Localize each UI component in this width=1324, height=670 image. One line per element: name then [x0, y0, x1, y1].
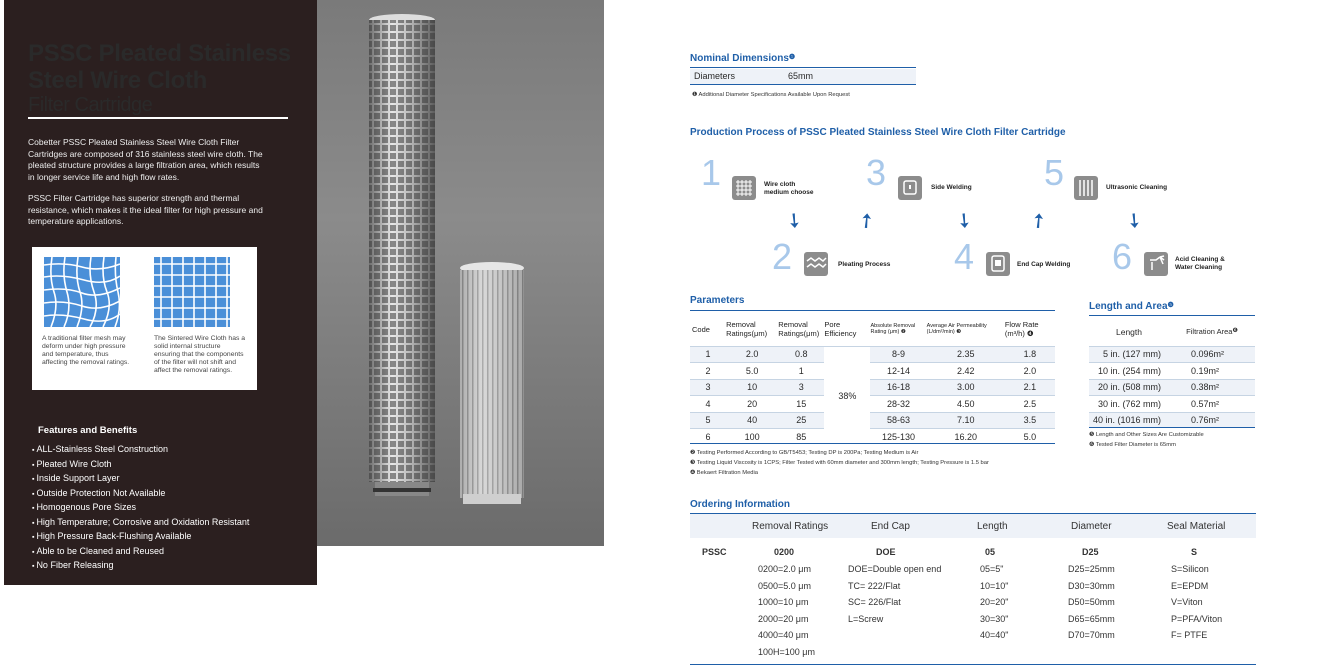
cell-rr2: 1 [778, 363, 824, 380]
note-marker: ❻ [1232, 328, 1238, 335]
cell-code: 2 [690, 363, 726, 380]
option-item: SC= 226/Flat [848, 597, 901, 607]
option-item: 0500=5.0 μm [758, 580, 811, 591]
ordering-head: Diameter [1071, 521, 1112, 532]
cell-rr1: 5.0 [726, 363, 778, 380]
step-number: 1 [701, 152, 722, 193]
order-code: D25 [1082, 547, 1099, 557]
feature-item: ▪ High Pressure Back-Flushing Available [32, 530, 249, 545]
arrow-down-right-icon: ➘ [780, 207, 808, 235]
cell-area: 0.19m² [1169, 363, 1255, 380]
length-area-note: ❻ Tested Filter Diameter is 65mm [1089, 442, 1176, 448]
col-code: Code [692, 324, 710, 334]
order-code: S [1191, 547, 1198, 557]
cell-length: 30 in. (762 mm) [1089, 396, 1169, 413]
parameters-rule [690, 310, 1055, 311]
feature-item: ▪ Outside Protection Not Available [32, 487, 249, 502]
diameters-label: Diameters [694, 71, 736, 81]
cell-flow: 2.5 [1005, 396, 1055, 413]
step-label: Wire cloth medium choose [764, 181, 814, 196]
ordering-title: Ordering Information [690, 499, 790, 510]
cell-area: 0.76m² [1169, 412, 1255, 428]
col-absolute-rating: Absolute Removal Rating (μm) ❷ [870, 323, 916, 336]
cell-rr2: 25 [778, 412, 824, 429]
cell-rr2: 85 [778, 429, 824, 445]
cell-rr2: 15 [778, 396, 824, 413]
length-area-note: ❺ Length and Other Sizes Are Customizable [1089, 432, 1204, 438]
option-item: TC= 222/Flat [848, 580, 901, 591]
option-item: 4000=40 μm [758, 630, 809, 640]
cell-rr1: 40 [726, 412, 778, 429]
option-item: 10=10" [980, 580, 1009, 591]
cell-flow: 2.0 [1005, 363, 1055, 380]
option-item: D30=30mm [1068, 580, 1115, 591]
step-number: 4 [954, 236, 975, 277]
cell-air: 7.10 [927, 412, 1005, 429]
option-item: P=PFA/Viton [1171, 613, 1223, 624]
table-row [690, 346, 1055, 363]
caption-sintered: The Sintered Wire Cloth has a solid internal structure ensuring that the components of the filter will not shift and affect the removal ratings. [154, 335, 246, 374]
ultrasonic-cleaning-icon [1074, 176, 1098, 200]
col-removal-rating-2: Removal Ratings(μm) [778, 320, 820, 339]
length-area-title-text: Length and Area [1089, 301, 1168, 312]
cell-area: 0.38m² [1169, 379, 1255, 396]
cell-rr2: 0.8 [778, 346, 824, 363]
cell-flow: 3.5 [1005, 412, 1055, 429]
option-item: 30=30" [980, 613, 1009, 624]
cell-air: 16.20 [927, 429, 1005, 445]
parameters-title: Parameters [690, 295, 745, 306]
ordering-head: Seal Material [1167, 521, 1226, 532]
cell-flow: 1.8 [1005, 346, 1055, 363]
table-row [1089, 396, 1255, 413]
length-area-title [1089, 301, 1174, 312]
end-cap-welding-icon [986, 252, 1010, 276]
intro-paragraph-1: Cobetter PSSC Pleated Stainless Steel Wire Cloth Filter Cartridges are composed of 316 stainless steel wire cloth. The pleated structure provides a large filtration area, which results in longer service life and high flow rates. [28, 137, 263, 182]
cell-abs: 8-9 [870, 346, 926, 363]
feature-item: ▪ Homogenous Pore Sizes [32, 501, 249, 516]
arrow-up-right-icon: ➚ [1025, 207, 1053, 235]
option-item: V=Viton [1171, 597, 1203, 607]
arrow-down-right-icon: ➘ [950, 207, 978, 235]
cell-length: 5 in. (127 mm) [1089, 346, 1169, 363]
feature-item: ▪ ALL-Stainless Steel Construction [32, 443, 249, 458]
cell-air: 4.50 [927, 396, 1005, 413]
parameters-note: ❹ Bekaert Filtration Media [690, 470, 759, 476]
col-removal-rating-1: Removal Ratings(μm) [726, 320, 768, 339]
option-item: 40=40" [980, 630, 1009, 640]
intro-paragraph-2: PSSC Filter Cartridge has superior strength and thermal resistance, which makes it the ideal filter for high pressure and temperature applications. [28, 193, 263, 226]
filtration-area-label: Filtration Area [1186, 327, 1233, 337]
traditional-mesh-image [44, 257, 120, 327]
cell-area: 0.57m² [1169, 396, 1255, 413]
seal-material-options [1171, 561, 1222, 644]
parameters-bottom-rule [690, 443, 1055, 444]
step-label: Acid Cleaning & Water Cleaning [1175, 256, 1225, 271]
title-rule [28, 117, 288, 119]
option-item: E=EPDM [1171, 580, 1209, 591]
dimensions-row [690, 69, 916, 85]
cell-rr1: 2.0 [726, 346, 778, 363]
table-row [690, 396, 1055, 413]
table-row [690, 363, 1055, 380]
option-item: S=Silicon [1171, 564, 1209, 574]
cell-code: 1 [690, 346, 726, 363]
col-air-permeability: Average Air Permeability (L/dm²/min) ❸ [926, 323, 987, 336]
cell-length: 10 in. (254 mm) [1089, 363, 1169, 380]
wire-cloth-icon [732, 176, 756, 200]
step-number: 6 [1112, 236, 1133, 277]
product-code: PSSC [702, 547, 727, 557]
feature-item: ▪ No Fiber Releasing [32, 559, 249, 574]
features-title: Features and Benefits [38, 425, 138, 436]
removal-rating-options [758, 561, 815, 660]
ordering-head: Length [977, 521, 1008, 532]
order-code: 0200 [774, 547, 795, 557]
cell-abs: 12-14 [870, 363, 926, 380]
option-item: F= PTFE [1171, 630, 1208, 640]
table-row [1089, 379, 1255, 396]
pleating-icon [804, 252, 828, 276]
end-cap-options [848, 561, 941, 627]
product-subtitle: Filter Cartridge [28, 94, 153, 116]
cell-length: 40 in. (1016 mm) [1089, 412, 1169, 428]
cell-air: 3.00 [927, 379, 1005, 396]
side-welding-icon [898, 176, 922, 200]
note-marker: ❶ [788, 54, 796, 61]
cell-code: 3 [690, 379, 726, 396]
mesh-comparison-box [32, 247, 257, 390]
arrow-up-right-icon: ➚ [853, 207, 881, 235]
diameter-options [1068, 561, 1115, 644]
cell-air: 2.35 [927, 346, 1005, 363]
cell-code: 6 [690, 429, 726, 445]
table-row [1089, 412, 1255, 428]
step-label: Pleating Process [838, 261, 891, 268]
step-number: 2 [772, 236, 793, 277]
step-number: 5 [1044, 152, 1065, 193]
arrow-down-right-icon: ➘ [1120, 207, 1148, 235]
feature-item: ▪ Pleated Wire Cloth [32, 458, 249, 473]
diameters-value: 65mm [788, 71, 814, 81]
cell-pore-efficiency: 38% [824, 346, 870, 445]
option-item: L=Screw [848, 613, 884, 624]
step-label: Ultrasonic Cleaning [1106, 184, 1168, 191]
step-label: Side Welding [931, 184, 972, 191]
cell-abs: 125-130 [870, 429, 926, 445]
table-row [690, 379, 1055, 396]
caption-traditional: A traditional filter mesh may deform under high pressure and temperature, thus affecting the removal ratings. [42, 335, 130, 366]
length-area-table [1089, 318, 1255, 428]
dimensions-rule [690, 67, 916, 68]
length-options [980, 561, 1008, 644]
cell-rr1: 20 [726, 396, 778, 413]
cell-abs: 58-63 [870, 412, 926, 429]
dimensions-title [690, 53, 795, 64]
feature-item: ▪ Able to be Cleaned and Reused [32, 545, 249, 560]
cell-air: 2.42 [927, 363, 1005, 380]
step-label: End Cap Welding [1017, 261, 1071, 268]
features-list [32, 443, 249, 574]
option-item: D65=65mm [1068, 613, 1115, 624]
option-item: 0200=2.0 μm [758, 564, 811, 574]
option-item: D25=25mm [1068, 564, 1115, 574]
option-item: 2000=20 μm [758, 613, 809, 624]
order-code: 05 [985, 547, 996, 557]
option-item: 100H=100 μm [758, 646, 815, 657]
title-line-1: PSSC Pleated Stainless [28, 40, 291, 67]
length-area-rule [1089, 315, 1255, 316]
cell-length: 20 in. (508 mm) [1089, 379, 1169, 396]
option-item: D50=50mm [1068, 597, 1115, 607]
option-item: 1000=10 μm [758, 597, 809, 607]
table-row [1089, 363, 1255, 380]
step-number: 3 [866, 152, 887, 193]
col-pore-efficiency: Pore Efficiency [824, 320, 857, 339]
cell-abs: 28-32 [870, 396, 926, 413]
cell-code: 4 [690, 396, 726, 413]
order-code: DOE [876, 547, 896, 557]
process-title: Production Process of PSSC Pleated Stainless Steel Wire Cloth Filter Cartridge [690, 127, 1066, 138]
cell-area: 0.096m² [1169, 346, 1255, 363]
ordering-head: Removal Ratings [752, 521, 829, 532]
product-photo [317, 0, 604, 546]
cell-code: 5 [690, 412, 726, 429]
option-item: 20=20" [980, 597, 1009, 607]
ordering-head: End Cap [871, 521, 910, 532]
acid-cleaning-icon [1144, 252, 1168, 276]
length-area-bottom-rule [1089, 427, 1255, 428]
note-marker: ❺ [1167, 302, 1174, 309]
cell-abs: 16-18 [870, 379, 926, 396]
table-row [690, 412, 1055, 429]
option-item: DOE=Double open end [848, 564, 942, 574]
cell-rr1: 10 [726, 379, 778, 396]
ordering-bottom-rule [690, 664, 1256, 665]
cell-rr1: 100 [726, 429, 778, 445]
cell-flow: 2.1 [1005, 379, 1055, 396]
feature-item: ▪ High Temperature; Corrosive and Oxidation Resistant [32, 516, 249, 531]
option-item: 05=5" [980, 564, 1004, 574]
option-item: D70=70mm [1068, 630, 1115, 640]
col-flow-rate: Flow Rate (m³/h) ❹ [1004, 320, 1039, 339]
dimensions-footnote: ❶ Additional Diameter Specifications Available Upon Request [692, 92, 850, 98]
sintered-mesh-image [154, 257, 230, 327]
cell-rr2: 3 [778, 379, 824, 396]
parameters-note: ❷ Testing Performed According to GB/T5453; Testing DP is 200Pa; Testing Medium is Air [690, 450, 919, 456]
parameters-table [690, 313, 1055, 445]
parameters-note: ❸ Testing Liquid Viscosity is 1CPS; Filter Tested with 60mm diameter and 300mm length; Testing Pressure is 1.5 bar [690, 460, 989, 466]
table-row [1089, 346, 1255, 363]
title-line-2: Steel Wire Cloth [28, 67, 208, 94]
col-filtration-area [1169, 318, 1255, 346]
cell-flow: 5.0 [1005, 429, 1055, 445]
dimensions-title-text: Nominal Dimensions [690, 53, 789, 64]
col-length: Length [1116, 326, 1142, 337]
feature-item: ▪ Inside Support Layer [32, 472, 249, 487]
product-title [28, 40, 291, 94]
